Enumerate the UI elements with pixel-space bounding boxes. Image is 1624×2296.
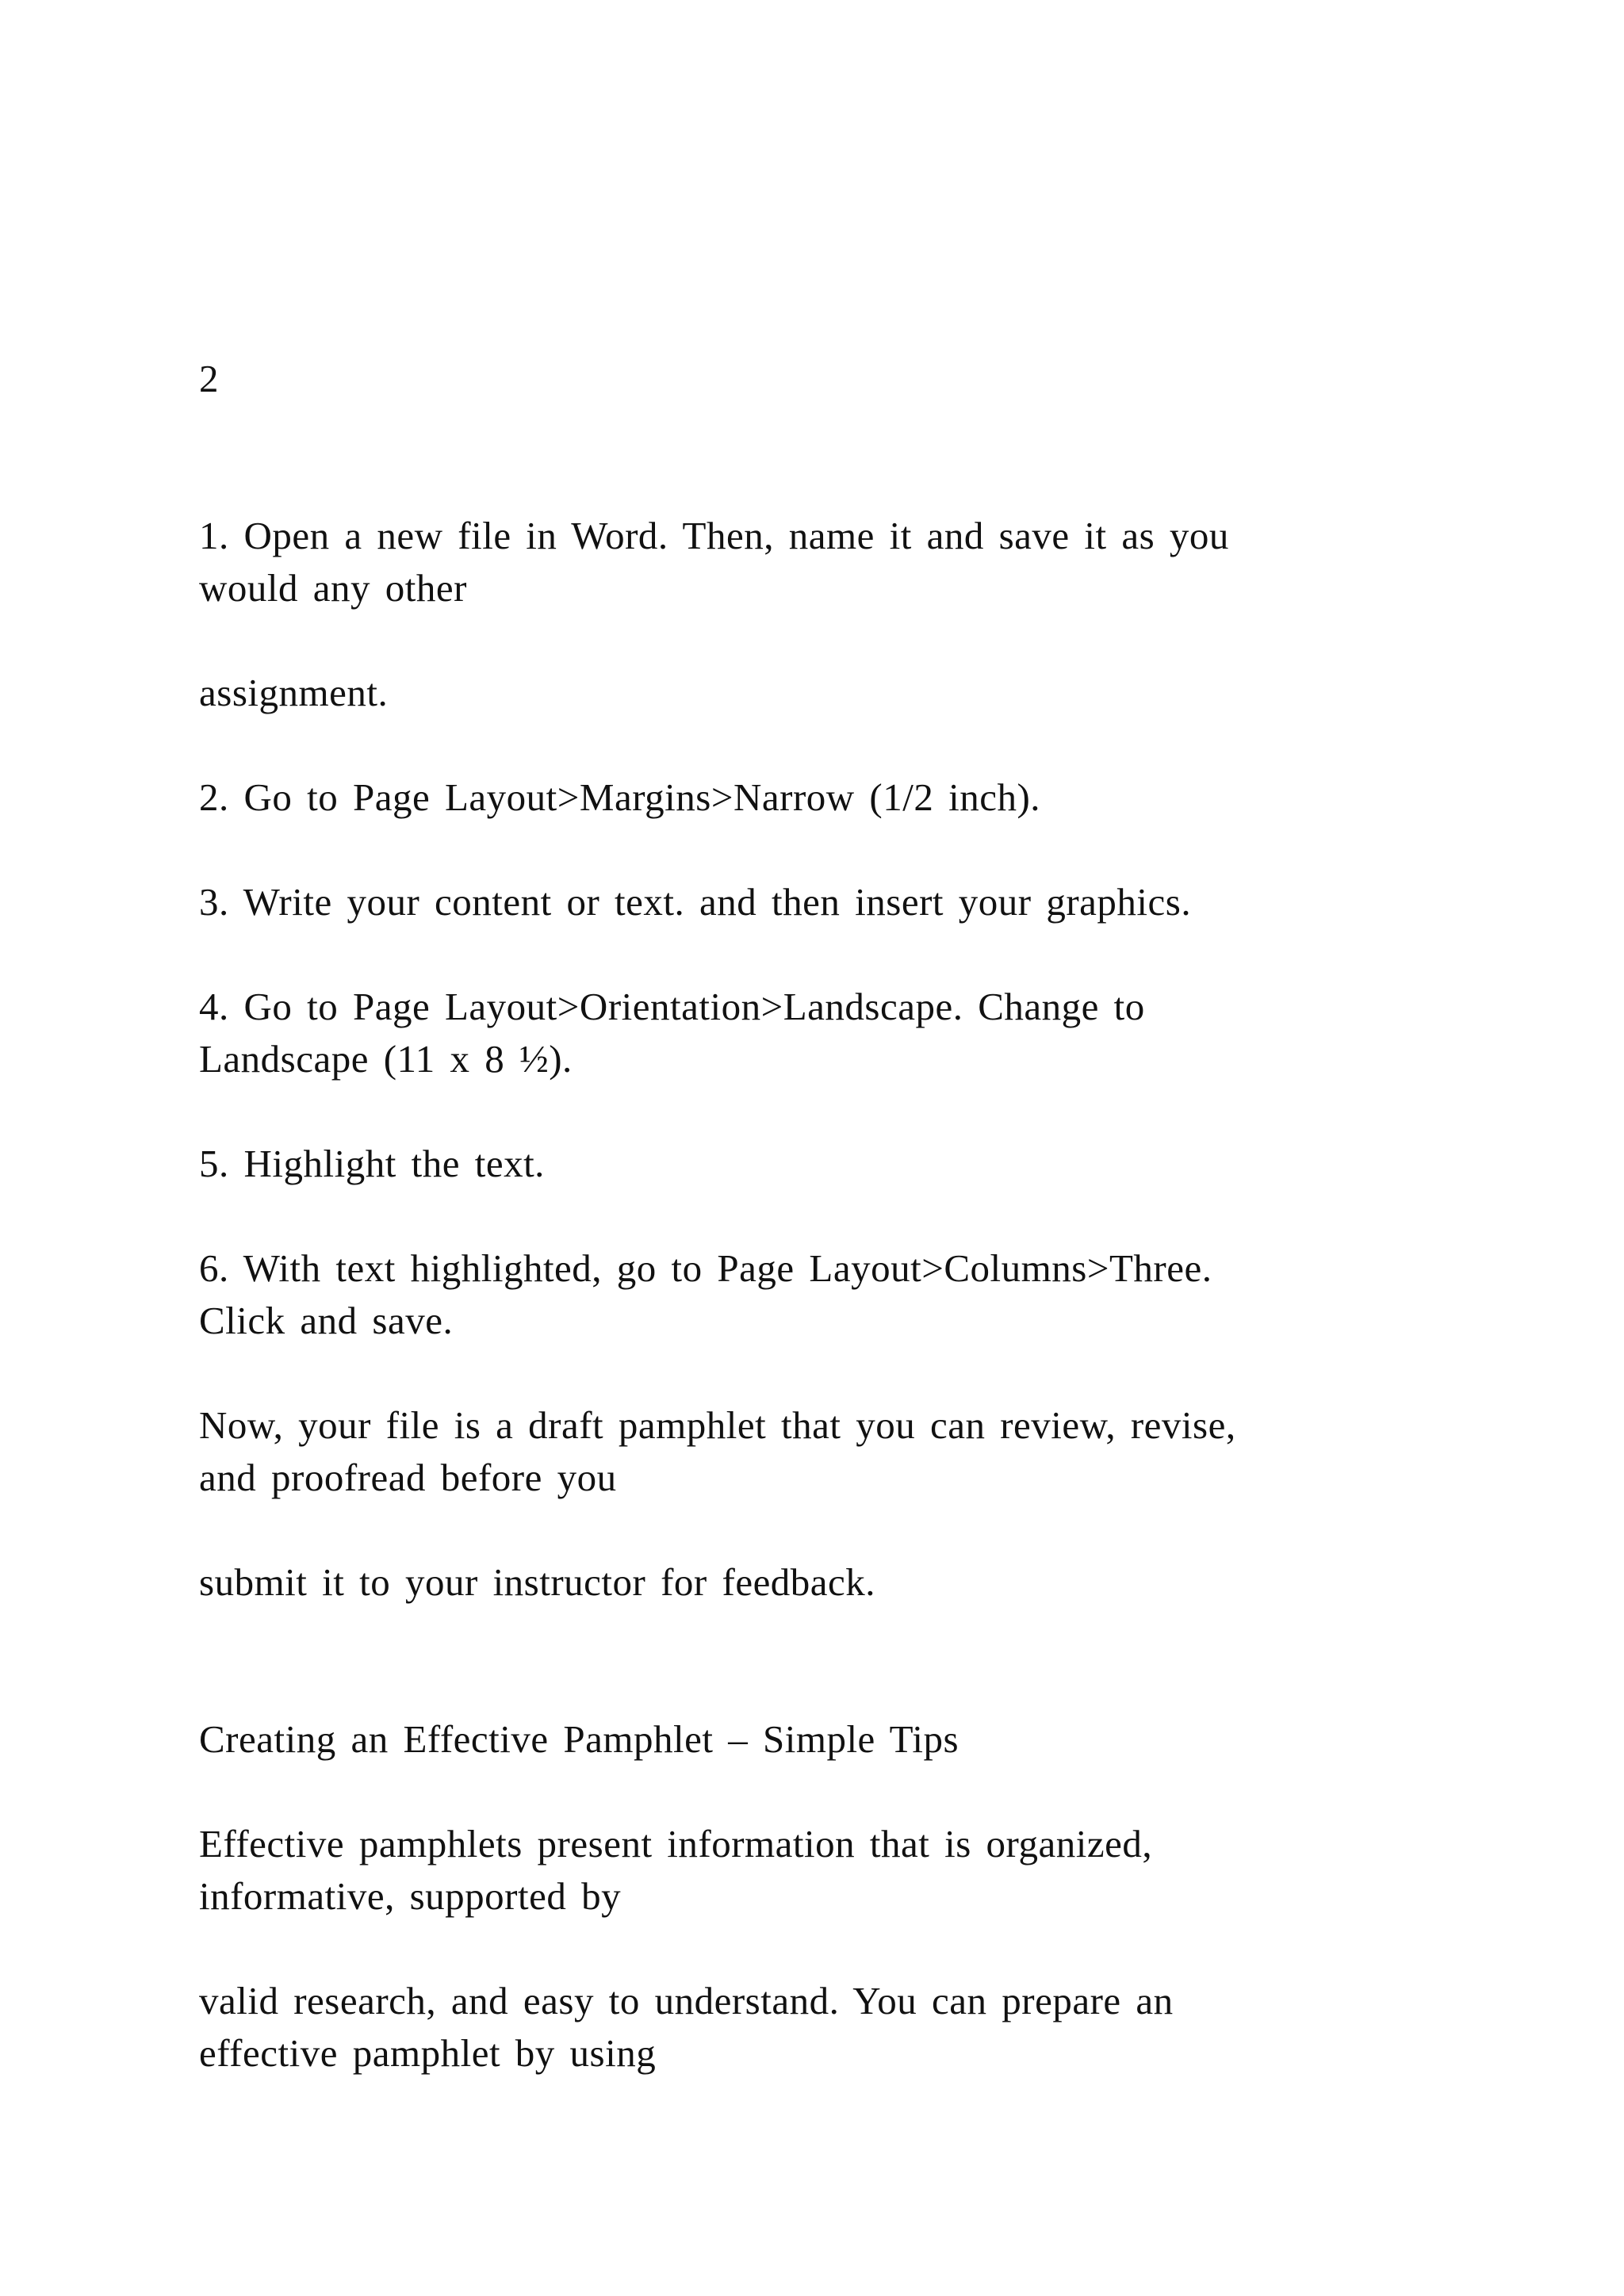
paragraph-1-line-1: Effective pamphlets present information that is organized, (199, 1822, 1153, 1866)
step-1-continuation: assignment. (199, 671, 389, 714)
closing-line-3: submit it to your instructor for feedback. (199, 1560, 876, 1604)
paragraph-1-line-2: informative, supported by (199, 1874, 622, 1918)
closing-line-2: and proofread before you (199, 1456, 617, 1499)
section-heading: Creating an Effective Pamphlet – Simple Tips (199, 1717, 959, 1761)
step-6-line-2: Click and save. (199, 1299, 454, 1342)
step-1-line-1: 1. Open a new file in Word. Then, name it and save it as you (199, 514, 1229, 557)
closing-line-1: Now, your file is a draft pamphlet that you can review, revise, (199, 1403, 1236, 1447)
step-4-line-2: Landscape (11 x 8 ½). (199, 1037, 573, 1081)
step-5: 5. Highlight the text. (199, 1142, 545, 1185)
step-1-line-2: would any other (199, 566, 467, 610)
step-6-line-1: 6. With text highlighted, go to Page Layout>Columns>Three. (199, 1246, 1212, 1290)
paragraph-2-line-1: valid research, and easy to understand. You can prepare an (199, 1979, 1174, 2022)
paragraph-2-line-2: effective pamphlet by using (199, 2031, 657, 2075)
step-3: 3. Write your content or text. and then insert your graphics. (199, 880, 1192, 924)
step-4-line-1: 4. Go to Page Layout>Orientation>Landscape. Change to (199, 985, 1145, 1028)
page-number: 2 (199, 357, 219, 400)
step-2: 2. Go to Page Layout>Margins>Narrow (1/2 inch). (199, 775, 1041, 819)
